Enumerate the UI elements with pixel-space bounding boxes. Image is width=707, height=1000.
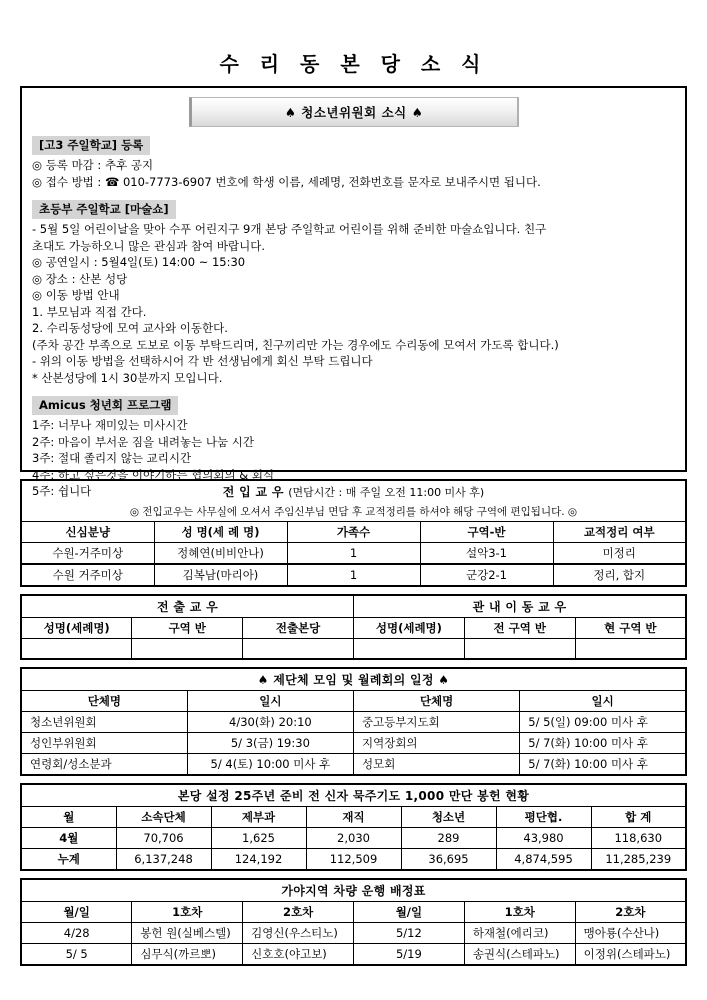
column-header: 소속단체	[116, 806, 211, 827]
table-cell: 112,509	[306, 848, 401, 870]
table-cell	[21, 639, 132, 659]
table-cell: 4,874,595	[496, 848, 591, 870]
column-header: 월	[21, 806, 116, 827]
table-cell: 수원-거주미상	[21, 543, 154, 565]
column-header: 성 명(세 례 명)	[154, 522, 287, 543]
section-tag-magicshow: 초등부 주일학교 [마술쇼]	[32, 200, 176, 219]
notice-section-highschool	[32, 133, 675, 190]
table-cell: 4/28	[21, 922, 132, 943]
notice-line: 4주: 하고 싶은것을 이야기하는 협의회의 & 회식	[32, 467, 275, 482]
table-header-row	[21, 901, 686, 922]
column-header: 1호차	[464, 901, 575, 922]
notice-line: 1. 부모님과 직접 간다.	[32, 304, 147, 319]
transfer-in-title-text: 전 입 교 우	[222, 485, 284, 499]
table-row	[21, 943, 686, 965]
column-header: 1호차	[132, 901, 243, 922]
table-row	[21, 879, 686, 902]
column-header: 2호차	[243, 901, 354, 922]
banner-wrap	[32, 94, 675, 133]
meetings-table	[20, 667, 687, 776]
table-cell: 5/19	[353, 943, 464, 965]
transfer-out-table	[20, 594, 687, 660]
youth-committee-banner: ♠ 청소년위원회 소식 ♠	[189, 97, 519, 127]
column-header: 성명(세례명)	[353, 618, 464, 639]
notice-section-magicshow	[32, 197, 675, 386]
table-cell: 김복남(마리아)	[154, 564, 287, 586]
internal-move-title: 관 내 이 동 교 우	[353, 595, 686, 618]
notice-line: 2. 수리동성당에 모여 교사와 이동한다.	[32, 321, 228, 335]
spacer	[32, 386, 675, 393]
column-header: 평단협.	[496, 806, 591, 827]
column-header: 성명(세례명)	[21, 618, 132, 639]
table-cell: 송권식(스테파노)	[464, 943, 575, 965]
notice-line: ◎ 등록 마감 : 추후 공지	[32, 158, 154, 172]
table-cell: 1,625	[211, 827, 306, 848]
table-row	[21, 564, 686, 586]
table-cell: 1	[287, 564, 420, 586]
vehicle-title: 가야지역 차량 운행 배정표	[21, 879, 686, 902]
page-title: 수 리 동 본 당 소 식	[219, 52, 488, 76]
column-header: 교적정리 여부	[553, 522, 686, 543]
table-cell: 5/ 7(화) 10:00 미사 후	[520, 753, 686, 775]
table-row	[21, 711, 686, 732]
table-cell: 김영신(우스티노)	[243, 922, 354, 943]
table-cell: 맹아룡(수산나)	[575, 922, 686, 943]
vehicle-schedule-table	[20, 878, 687, 966]
notice-line: * 산본성당에 1시 30분까지 모입니다.	[32, 370, 223, 385]
table-row	[21, 848, 686, 870]
column-header: 일시	[520, 690, 686, 711]
table-cell: 미정리	[553, 543, 686, 565]
table-cell	[243, 639, 354, 659]
column-header: 전출본당	[243, 618, 354, 639]
table-cell: 수원 거주미상	[21, 564, 154, 586]
column-header: 구역 반	[132, 618, 243, 639]
table-cell: 정혜연(비비안나)	[154, 543, 287, 565]
table-cell	[575, 639, 686, 659]
table-cell: 5/ 4(토) 10:00 미사 후	[187, 753, 353, 775]
table-row	[21, 827, 686, 848]
column-header: 구역-반	[420, 522, 553, 543]
column-header: 월/일	[21, 901, 132, 922]
notice-line: 초대도 가능하오니 많은 관심과 참여 바랍니다.	[32, 238, 266, 253]
column-header: 전 구역 반	[464, 618, 575, 639]
table-cell: 5/12	[353, 922, 464, 943]
column-header: 2호차	[575, 901, 686, 922]
table-cell: 봉헌 원(실베스텔)	[132, 922, 243, 943]
table-cell: 지역장회의	[354, 732, 520, 753]
table-cell: 5/ 5	[21, 943, 132, 965]
table-cell: 70,706	[116, 827, 211, 848]
table-cell: 43,980	[496, 827, 591, 848]
table-row	[21, 668, 686, 691]
table-row	[21, 502, 686, 522]
notice-line: 1주: 너무나 재미있는 미사시간	[32, 418, 188, 432]
table-row	[21, 922, 686, 943]
table-header-row	[21, 522, 686, 543]
table-cell: 4월	[21, 827, 116, 848]
table-cell: 5/ 7(화) 10:00 미사 후	[520, 732, 686, 753]
table-header-row	[21, 618, 686, 639]
section-tag-highschool: [고3 주일학교] 등록	[32, 136, 150, 155]
table-cell: 정리, 합지	[553, 564, 686, 586]
column-header: 현 구역 반	[575, 618, 686, 639]
table-row	[21, 753, 686, 775]
column-header: 일시	[187, 690, 353, 711]
table-row	[21, 784, 686, 807]
table-cell: 118,630	[591, 827, 686, 848]
table-cell: 심무식(까르뽀)	[132, 943, 243, 965]
notice-line: 5주: 쉽니다	[32, 484, 92, 498]
meetings-title: ♠ 제단체 모임 및 월례회의 일정 ♠	[21, 668, 686, 691]
table-row	[21, 732, 686, 753]
table-cell: 289	[401, 827, 496, 848]
table-header-row	[21, 806, 686, 827]
notice-line: - 5월 5일 어린이날을 맞아 수푸 어린지구 9개 본당 주일학교 어린이를 위해 준비한 마술쇼입니다. 친구	[32, 222, 547, 236]
table-cell: 누계	[21, 848, 116, 870]
table-cell: 6,137,248	[116, 848, 211, 870]
table-cell: 청소년위원회	[21, 711, 187, 732]
rosary-offering-table	[20, 783, 687, 871]
column-header: 단체명	[21, 690, 187, 711]
notice-line: ◎ 공연일시 : 5월4일(토) 14:00 ~ 15:30	[32, 255, 246, 269]
table-cell: 성모회	[354, 753, 520, 775]
spacer	[32, 190, 675, 197]
notice-line: ◎ 이동 방법 안내	[32, 288, 120, 302]
transfer-in-table	[20, 479, 687, 587]
table-cell: 설악3-1	[420, 543, 553, 565]
notice-line: ◎ 장소 : 산본 성당	[32, 271, 128, 286]
table-cell: 11,285,239	[591, 848, 686, 870]
column-header: 제부과	[211, 806, 306, 827]
table-header-row	[21, 690, 686, 711]
table-cell: 5/ 5(일) 09:00 미사 후	[520, 711, 686, 732]
column-header: 가족수	[287, 522, 420, 543]
column-header: 청소년	[401, 806, 496, 827]
table-cell: 하재철(에리코)	[464, 922, 575, 943]
column-header: 단체명	[354, 690, 520, 711]
column-header: 신심분냥	[21, 522, 154, 543]
notice-line: ◎ 접수 방법 : ☎ 010-7773-6907 번호에 학생 이름, 세례명, 전화번호를 문자로 보내주시면 됩니다.	[32, 174, 541, 189]
table-cell: 신호호(야고보)	[243, 943, 354, 965]
table-row	[21, 595, 686, 618]
table-cell: 이정위(스테파노)	[575, 943, 686, 965]
column-header: 재직	[306, 806, 401, 827]
table-cell: 124,192	[211, 848, 306, 870]
table-cell: 성인부위원회	[21, 732, 187, 753]
transfer-out-title: 전 출 교 우	[21, 595, 353, 618]
table-cell: 연령회/성소분과	[21, 753, 187, 775]
table-cell: 5/ 3(금) 19:30	[187, 732, 353, 753]
table-cell	[353, 639, 464, 659]
notice-line: 3주: 절대 졸리지 않는 교리시간	[32, 451, 192, 465]
table-row	[21, 543, 686, 565]
table-cell: 2,030	[306, 827, 401, 848]
table-cell: 중고등부지도회	[354, 711, 520, 732]
transfer-in-title	[21, 480, 686, 502]
table-row	[21, 639, 686, 659]
rosary-title: 본당 설정 25주년 준비 전 신자 묵주기도 1,000 만단 봉헌 현황	[21, 784, 686, 807]
table-cell: 군강2-1	[420, 564, 553, 586]
column-header: 합 계	[591, 806, 686, 827]
transfer-in-title-sub: (면담시간 : 매 주일 오전 11:00 미사 후)	[288, 486, 485, 499]
column-header: 월/일	[353, 901, 464, 922]
section-tag-amicus: Amicus 청년회 프로그램	[32, 396, 178, 415]
notice-line: - 위의 이동 방법을 선택하시어 각 반 선생님에게 회신 부탁 드립니다	[32, 354, 373, 368]
table-cell	[132, 639, 243, 659]
table-cell: 36,695	[401, 848, 496, 870]
table-cell	[464, 639, 575, 659]
table-cell: 4/30(화) 20:10	[187, 711, 353, 732]
notice-line: (주차 공간 부족으로 도보로 이동 부탁드리며, 친구끼리만 가는 경우에도 수리동에 모여서 가도록 합니다.)	[32, 337, 559, 352]
table-cell: 1	[287, 543, 420, 565]
transfer-in-note: ◎ 전입교우는 사무실에 오셔서 주임신부님 면담 후 교적정리를 하셔야 해당 구역에 편입됩니다. ◎	[21, 502, 686, 522]
notice-line: 2주: 마음이 부서운 짐을 내려놓는 나눔 시간	[32, 434, 254, 449]
table-row	[21, 480, 686, 502]
